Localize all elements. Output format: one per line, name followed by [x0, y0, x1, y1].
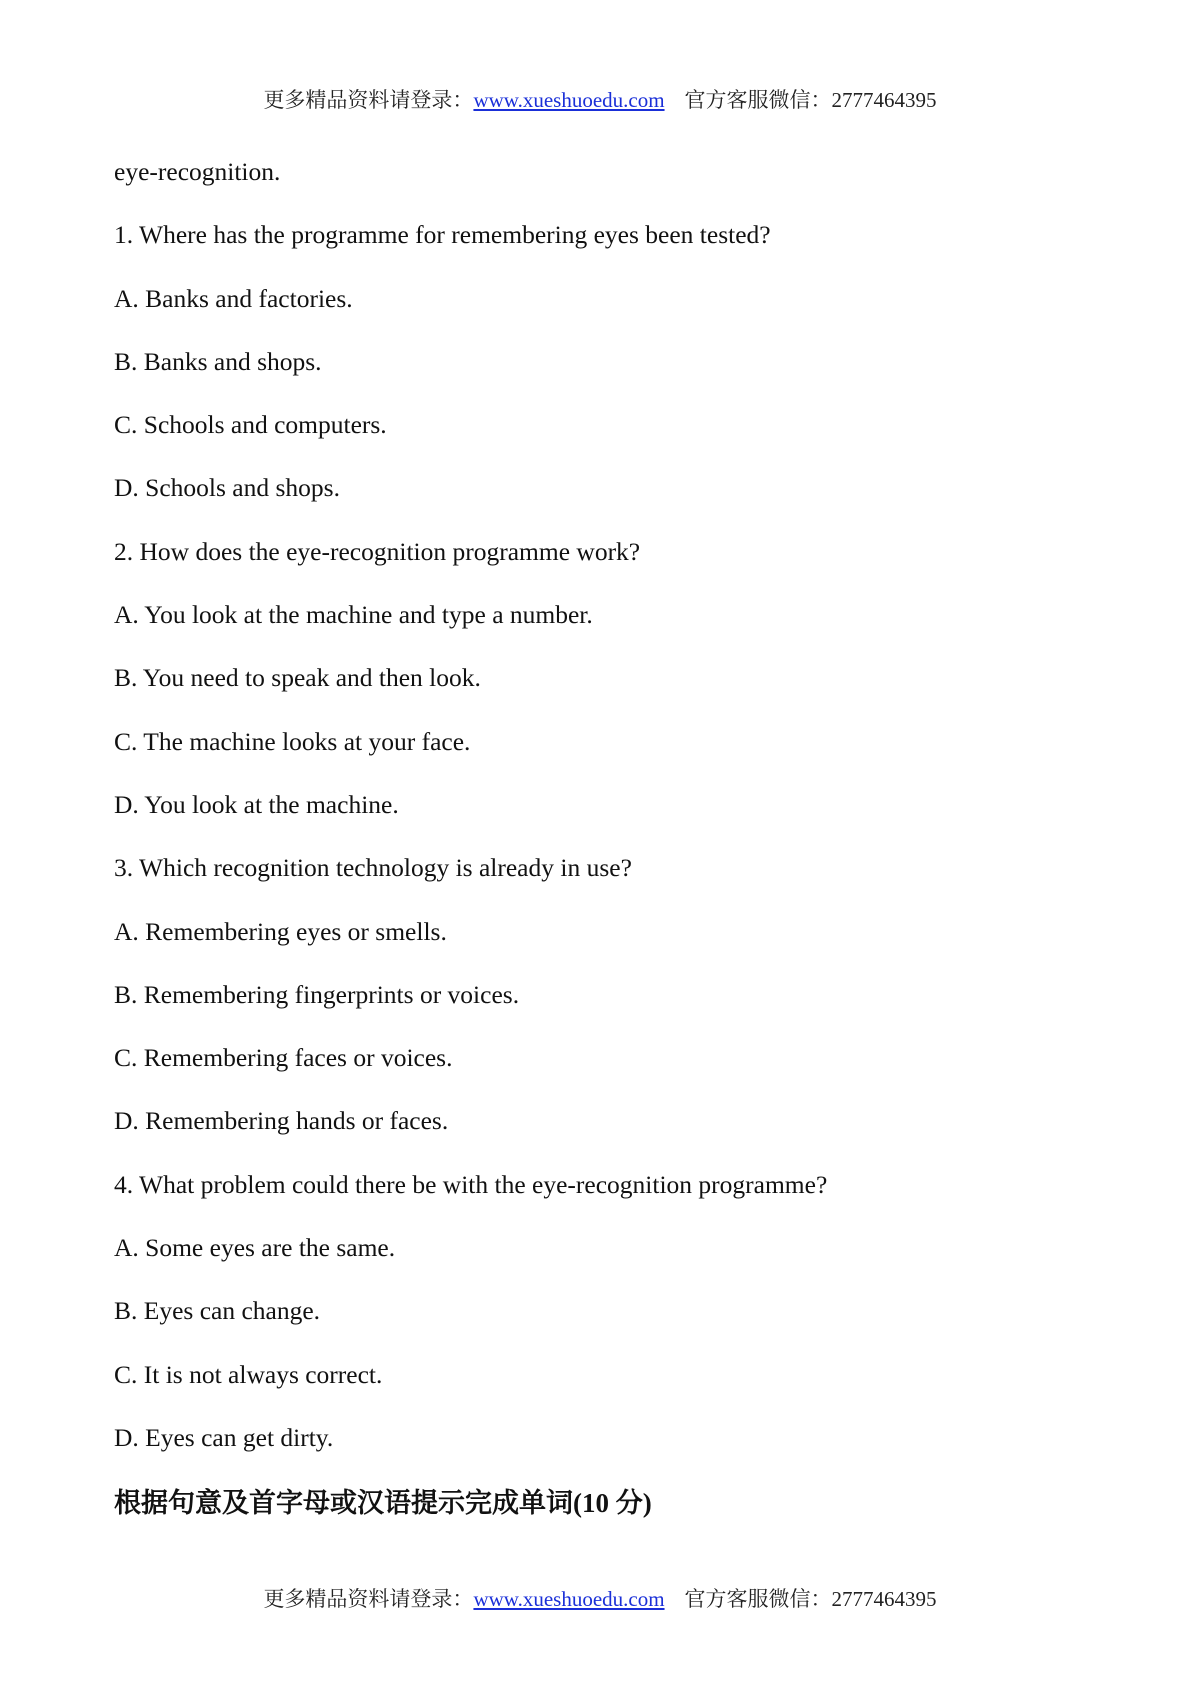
footer-prefix: 更多精品资料请登录：	[263, 1587, 474, 1611]
question-4: 4. What problem could there be with the eye-recognition programme?	[114, 1169, 828, 1199]
question-1: 1. Where has the programme for remembering eyes been tested?	[114, 220, 771, 250]
q1-option-a: A. Banks and factories.	[114, 283, 353, 313]
page-header	[0, 84, 1200, 114]
q4-option-d: D. Eyes can get dirty.	[114, 1422, 334, 1452]
page-footer	[0, 1583, 1200, 1613]
q2-option-b: B. You need to speak and then look.	[114, 663, 481, 693]
q1-option-b: B. Banks and shops.	[114, 346, 322, 376]
q3-option-b: B. Remembering fingerprints or voices.	[114, 979, 520, 1009]
q3-option-c: C. Remembering faces or voices.	[114, 1043, 453, 1073]
q3-option-d: D. Remembering hands or faces.	[114, 1106, 449, 1136]
q3-option-a: A. Remembering eyes or smells.	[114, 916, 447, 946]
section-heading: 根据句意及首字母或汉语提示完成单词(10 分)	[114, 1488, 652, 1519]
q4-option-b: B. Eyes can change.	[114, 1296, 321, 1326]
header-website-link[interactable]: www.xueshuoedu.com	[473, 88, 665, 112]
question-3: 3. Which recognition technology is already in use?	[114, 853, 632, 883]
q4-option-a: A. Some eyes are the same.	[114, 1233, 396, 1263]
q1-option-c: C. Schools and computers.	[114, 410, 387, 440]
footer-wechat: 官方客服微信：2777464395	[684, 1587, 937, 1611]
q4-option-c: C. It is not always correct.	[114, 1359, 383, 1389]
footer-website-link[interactable]: www.xueshuoedu.com	[473, 1587, 665, 1611]
q1-option-d: D. Schools and shops.	[114, 473, 340, 503]
passage-end: eye-recognition.	[114, 157, 281, 186]
header-prefix: 更多精品资料请登录：	[263, 88, 474, 112]
document-body	[114, 152, 1114, 1523]
question-2: 2. How does the eye-recognition programme work?	[114, 536, 641, 566]
q2-option-d: D. You look at the machine.	[114, 789, 399, 819]
q2-option-c: C. The machine looks at your face.	[114, 726, 471, 756]
header-wechat: 官方客服微信：2777464395	[684, 88, 937, 112]
q2-option-a: A. You look at the machine and type a number.	[114, 600, 593, 630]
